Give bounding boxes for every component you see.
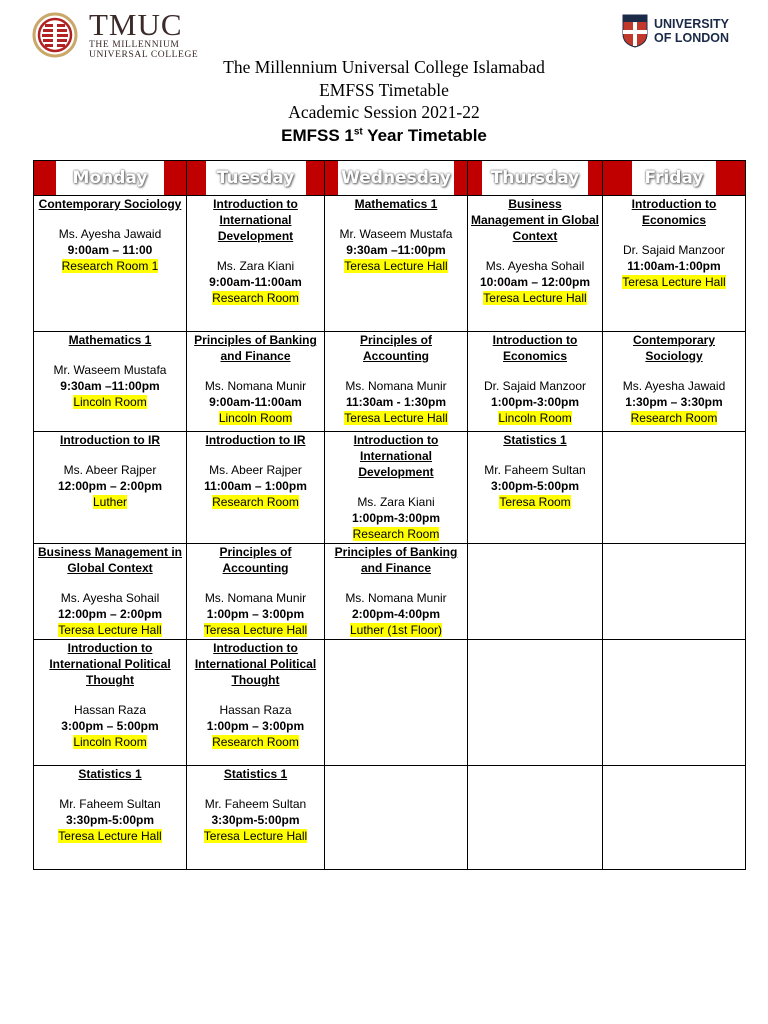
tmuc-tagline-1: THE MILLENNIUM	[89, 40, 180, 50]
tmuc-tagline-2: UNIVERSAL COLLEGE	[89, 50, 199, 60]
class-time: 9:00am-11:00am	[209, 275, 302, 289]
lecturer-name: Ms. Nomana Munir	[345, 591, 447, 605]
table-row	[34, 640, 746, 766]
empty-slot	[468, 766, 603, 870]
room-label: Research Room	[352, 527, 440, 541]
lecturer-name: Mr. Waseem Mustafa	[339, 227, 453, 241]
class-slot	[603, 196, 746, 332]
lecturer-name: Ms. Zara Kiani	[216, 259, 295, 273]
empty-slot	[468, 544, 603, 640]
class-slot	[603, 332, 746, 432]
course-title: Mathematics 1	[354, 197, 438, 211]
lecturer-name: Ms. Ayesha Sohail	[60, 591, 160, 605]
uol-logo	[622, 14, 729, 48]
lecturer-name: Ms. Ayesha Sohail	[485, 259, 585, 273]
class-time: 11:00am – 1:00pm	[204, 479, 307, 493]
course-title: Principles of Accounting	[219, 545, 292, 575]
class-time: 3:00pm – 5:00pm	[61, 719, 159, 733]
uol-shield-icon	[622, 14, 648, 48]
course-title: Business Management in Global Context	[37, 545, 183, 575]
lecturer-name: Ms. Nomana Munir	[204, 591, 307, 605]
class-time: 9:30am –11:00pm	[60, 379, 160, 393]
room-label: Research Room	[630, 411, 718, 425]
day-header-cell	[325, 161, 468, 196]
class-time: 1:00pm – 3:00pm	[206, 607, 305, 621]
class-slot	[34, 766, 187, 870]
table-row	[34, 332, 746, 432]
table-row	[34, 432, 746, 544]
class-slot	[34, 196, 187, 332]
room-label: Luther	[92, 495, 128, 509]
lecturer-name: Mr. Faheem Sultan	[59, 797, 161, 811]
course-title: Introduction to IR	[60, 433, 160, 447]
empty-slot	[603, 640, 746, 766]
class-slot	[468, 196, 603, 332]
class-slot	[468, 432, 603, 544]
room-label: Teresa Lecture Hall	[483, 291, 587, 305]
lecturer-name: Dr. Sajaid Manzoor	[622, 243, 726, 257]
tmuc-logo	[26, 9, 198, 60]
table-row	[34, 766, 746, 870]
class-slot	[34, 332, 187, 432]
room-label: Teresa Lecture Hall	[203, 829, 308, 843]
class-time: 2:00pm-4:00pm	[351, 607, 441, 621]
room-label: Research Room 1	[61, 259, 159, 273]
class-slot	[187, 432, 325, 544]
college-name: The Millennium Universal College Islamabad	[223, 57, 545, 77]
timetable	[33, 160, 746, 870]
class-slot	[187, 544, 325, 640]
course-title: Business Management in Global Context	[470, 197, 599, 243]
empty-slot	[325, 766, 468, 870]
table-row	[34, 544, 746, 640]
room-label: Teresa Room	[499, 495, 571, 509]
class-slot	[325, 544, 468, 640]
course-title: Mathematics 1	[68, 333, 152, 347]
tmuc-emblem-icon	[26, 12, 84, 58]
day-label-monday: Monday	[56, 161, 164, 195]
course-title: Statistics 1	[78, 767, 142, 781]
class-time: 1:00pm-3:00pm	[490, 395, 580, 409]
room-label: Teresa Lecture Hall	[344, 411, 448, 425]
day-header-cell	[603, 161, 746, 196]
class-time: 9:00am-11:00am	[209, 395, 302, 409]
room-label: Teresa Lecture Hall	[58, 829, 162, 843]
class-time: 9:00am – 11:00	[67, 243, 153, 257]
room-label: Lincoln Room	[73, 395, 147, 409]
room-label: Research Room	[212, 735, 299, 749]
room-label: Teresa Lecture Hall	[622, 275, 726, 289]
class-slot	[34, 640, 187, 766]
lecturer-name: Ms. Ayesha Jawaid	[58, 227, 162, 241]
course-title: Introduction to International Development	[353, 433, 439, 479]
room-label: Research Room	[212, 291, 299, 305]
timetable-name: EMFSS Timetable	[319, 79, 449, 100]
day-label-thursday: Thursday	[482, 161, 588, 195]
lecturer-name: Ms. Abeer Rajper	[209, 463, 302, 477]
empty-slot	[603, 544, 746, 640]
day-header-cell	[468, 161, 603, 196]
course-title: Introduction to International Political Thought	[194, 641, 317, 687]
course-title: Principles of Banking and Finance	[334, 545, 458, 575]
empty-slot	[468, 640, 603, 766]
course-title: Introduction to Economics	[492, 333, 578, 363]
lecturer-name: Mr. Faheem Sultan	[484, 463, 586, 477]
course-title: Introduction to International Political Thought	[49, 641, 171, 687]
empty-slot	[603, 432, 746, 544]
class-time: 1:00pm-3:00pm	[351, 511, 441, 525]
room-label: Lincoln Room	[73, 735, 147, 749]
room-label: Research Room	[212, 495, 299, 509]
day-header-cell	[187, 161, 325, 196]
room-label: Luther (1st Floor)	[349, 623, 443, 637]
class-slot	[468, 332, 603, 432]
lecturer-name: Ms. Abeer Rajper	[63, 463, 157, 477]
class-time: 11:30am - 1:30pm	[345, 395, 447, 409]
course-title: Statistics 1	[503, 433, 567, 447]
lecturer-name: Hassan Raza	[73, 703, 147, 717]
day-label-friday: Friday	[632, 161, 716, 195]
class-time: 3:00pm-5:00pm	[490, 479, 580, 493]
day-label-tuesday: Tuesday	[206, 161, 306, 195]
document-heading	[0, 56, 768, 146]
class-time: 3:30pm-5:00pm	[211, 813, 300, 827]
class-slot	[187, 766, 325, 870]
room-label: Lincoln Room	[218, 411, 293, 425]
class-time: 9:30am –11:00pm	[346, 243, 446, 257]
lecturer-name: Mr. Faheem Sultan	[204, 797, 307, 811]
course-title: Contemporary Sociology	[632, 333, 715, 363]
class-time: 10:00am – 12:00pm	[479, 275, 591, 289]
course-title: Introduction to International Development	[213, 197, 298, 243]
uol-line-2: OF LONDON	[654, 31, 729, 45]
class-slot	[34, 544, 187, 640]
class-time: 3:30pm-5:00pm	[65, 813, 155, 827]
empty-slot	[325, 640, 468, 766]
room-label: Teresa Lecture Hall	[58, 623, 162, 637]
table-row	[34, 196, 746, 332]
room-label: Teresa Lecture Hall	[203, 623, 308, 637]
course-title: Statistics 1	[223, 767, 288, 781]
lecturer-name: Ms. Nomana Munir	[204, 379, 307, 393]
tmuc-wordmark: TMUC	[89, 7, 183, 42]
class-slot	[325, 196, 468, 332]
room-label: Lincoln Room	[498, 411, 572, 425]
class-slot	[187, 332, 325, 432]
course-title: Contemporary Sociology	[38, 197, 182, 211]
page-title: EMFSS 1st Year Timetable	[281, 125, 487, 145]
class-time: 12:00pm – 2:00pm	[57, 479, 163, 493]
course-title: Principles of Banking and Finance	[194, 333, 317, 363]
course-title: Principles of Accounting	[359, 333, 433, 363]
course-title: Introduction to Economics	[631, 197, 717, 227]
lecturer-name: Ms. Nomana Munir	[345, 379, 447, 393]
empty-slot	[603, 766, 746, 870]
class-time: 11:00am-1:00pm	[627, 259, 721, 273]
day-header-cell	[34, 161, 187, 196]
day-label-wednesday: Wednesday	[338, 161, 454, 195]
class-slot	[34, 432, 187, 544]
class-time: 1:30pm – 3:30pm	[625, 395, 723, 409]
class-slot	[187, 196, 325, 332]
uol-line-1: UNIVERSITY	[654, 17, 730, 31]
room-label: Teresa Lecture Hall	[344, 259, 448, 273]
day-header-row	[34, 161, 746, 196]
class-time: 1:00pm – 3:00pm	[206, 719, 305, 733]
lecturer-name: Hassan Raza	[219, 703, 292, 717]
lecturer-name: Ms. Ayesha Jawaid	[622, 379, 726, 393]
class-slot	[325, 432, 468, 544]
course-title: Introduction to IR	[205, 433, 306, 447]
lecturer-name: Mr. Waseem Mustafa	[53, 363, 167, 377]
academic-session: Academic Session 2021-22	[288, 102, 480, 122]
lecturer-name: Ms. Zara Kiani	[357, 495, 435, 509]
class-slot	[325, 332, 468, 432]
lecturer-name: Dr. Sajaid Manzoor	[483, 379, 587, 393]
class-time: 12:00pm – 2:00pm	[57, 607, 163, 621]
class-slot	[187, 640, 325, 766]
